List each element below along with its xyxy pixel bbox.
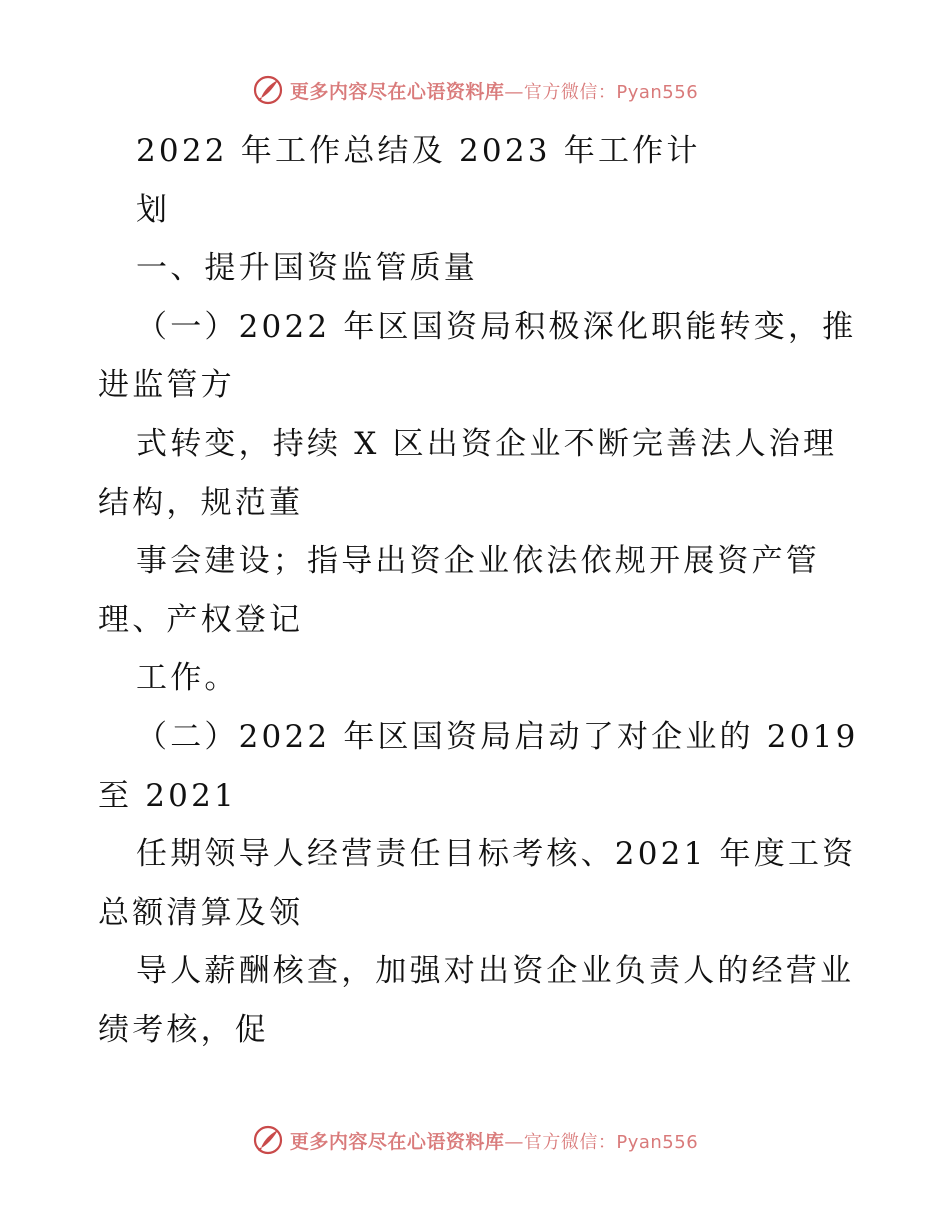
footer-watermark: [0, 1120, 950, 1160]
text-line: 事会建设；指导出资企业依法依规开展资产管: [136, 543, 820, 580]
text-line: 总额清算及领: [98, 894, 304, 931]
text-line: 任期领导人经营责任目标考核、2021 年度工资: [136, 836, 857, 873]
quill-logo-icon: [252, 74, 284, 106]
text-line: 划: [136, 191, 171, 228]
text-line: （二）2022 年区国资局启动了对企业的 2019: [136, 718, 859, 755]
header-watermark: [0, 70, 950, 110]
text-line: 绩考核，促: [98, 1011, 269, 1048]
text-line: 进监管方: [98, 367, 235, 404]
watermark-title: 更多内容尽在心语资料库: [289, 80, 505, 103]
text-line: 至 2021: [98, 777, 237, 814]
watermark-contact: 官方微信：Pyan556: [523, 81, 699, 103]
quill-logo-icon: [252, 1124, 284, 1156]
watermark-separator: —: [504, 1130, 524, 1153]
text-line: 工作。: [136, 660, 239, 697]
watermark-text: [290, 1127, 698, 1154]
text-line: 一、提升国资监管质量: [136, 250, 478, 287]
text-line: 导人薪酬核查，加强对出资企业负责人的经营业: [136, 953, 855, 990]
watermark-text: [290, 77, 698, 104]
watermark-title: 更多内容尽在心语资料库: [289, 1130, 505, 1153]
watermark-contact: 官方微信：Pyan556: [523, 1131, 699, 1153]
text-line: 理、产权登记: [98, 601, 304, 638]
text-line: 式转变，持续 X 区出资企业不断完善法人治理: [136, 425, 838, 462]
watermark-separator: —: [504, 80, 524, 103]
text-line: 结构，规范董: [98, 484, 304, 521]
text-line: 2022 年工作总结及 2023 年工作计: [136, 133, 701, 169]
document-body: [0, 122, 950, 1060]
text-line: （一）2022 年区国资局积极深化职能转变，推: [136, 308, 857, 345]
